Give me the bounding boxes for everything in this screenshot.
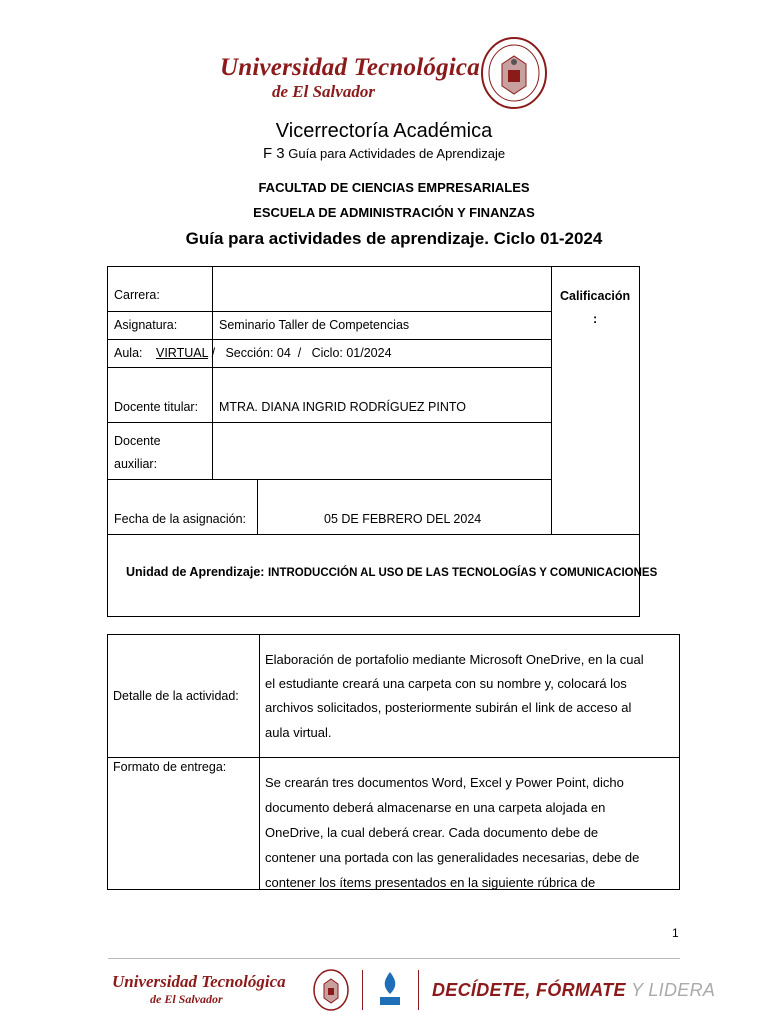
detalle-line-1: Elaboración de portafolio mediante Microsoft OneDrive, en la cual bbox=[265, 652, 644, 667]
docente-value: MTRA. DIANA INGRID RODRÍGUEZ PINTO bbox=[219, 400, 467, 414]
formato-line-4: contener una portada con las generalidades necesarias, debe de bbox=[265, 850, 640, 865]
faculty-heading: FACULTAD DE CIENCIAS EMPRESARIALES bbox=[258, 180, 530, 195]
guide-title: Guía para actividades de aprendizaje. Ciclo 01-2024 bbox=[185, 229, 603, 248]
auxiliar-label-1: Docente bbox=[114, 434, 161, 448]
footer-logo-line-1: Universidad Tecnológica bbox=[112, 972, 286, 991]
fecha-value: 05 DE FEBRERO DEL 2024 bbox=[324, 512, 482, 526]
slogan-light: Y LIDERA bbox=[631, 980, 716, 1000]
university-seal-icon bbox=[480, 36, 548, 110]
asignatura-value: Seminario Taller de Competencias bbox=[219, 318, 410, 332]
footer-separator bbox=[362, 970, 363, 1010]
detalle-line-4: aula virtual. bbox=[265, 725, 332, 740]
footer-seal-icon bbox=[312, 968, 350, 1012]
aula-value: VIRTUAL bbox=[155, 346, 209, 360]
footer-logo-line-2: de El Salvador bbox=[150, 992, 223, 1006]
subtitle-code: F 3 bbox=[262, 145, 285, 162]
logo-line-2: de El Salvador bbox=[272, 82, 375, 101]
slogan-bold: DECÍDETE, FÓRMATE bbox=[432, 980, 626, 1000]
subtitle-text: Guía para Actividades de Aprendizaje bbox=[288, 146, 506, 161]
formato-line-3: OneDrive, la cual deberá crear. Cada documento debe de bbox=[265, 825, 599, 840]
cia-logo-icon bbox=[376, 970, 404, 1010]
unidad-row bbox=[126, 565, 657, 579]
unidad-label: Unidad de Aprendizaje: bbox=[126, 565, 265, 579]
school-heading: ESCUELA DE ADMINISTRACIÓN Y FINANZAS bbox=[253, 205, 535, 220]
carrera-label: Carrera: bbox=[114, 288, 160, 302]
footer-divider bbox=[108, 958, 680, 959]
fecha-label: Fecha de la asignación: bbox=[114, 512, 247, 526]
calificacion-colon: : bbox=[593, 312, 598, 326]
unidad-value: INTRODUCCIÓN AL USO DE LAS TECNOLOGÍAS Y COMUNICACIONES bbox=[267, 567, 658, 579]
footer-slogan bbox=[432, 980, 715, 1001]
detalle-label: Detalle de la actividad: bbox=[113, 689, 239, 703]
page-number: 1 bbox=[672, 926, 679, 940]
formato-line-2: documento deberá almacenarse en una carpeta alojada en bbox=[265, 800, 606, 815]
logo-line-1: Universidad Tecnológica bbox=[220, 54, 480, 81]
asignatura-label: Asignatura: bbox=[114, 318, 178, 332]
seccion-text: / Sección: 04 / Ciclo: 01/2024 bbox=[211, 346, 392, 360]
detalle-line-2: el estudiante creará una carpeta con su nombre y, colocará los bbox=[265, 676, 627, 691]
docente-label: Docente titular: bbox=[114, 400, 199, 414]
aula-label: Aula: bbox=[114, 346, 143, 360]
page-title: Vicerrectoría Académica bbox=[275, 120, 493, 142]
formato-line-1: Se crearán tres documentos Word, Excel y Power Point, dicho bbox=[265, 775, 624, 790]
calificacion-label: Calificación bbox=[560, 289, 631, 303]
auxiliar-label-2: auxiliar: bbox=[114, 457, 158, 471]
detalle-line-3: archivos solicitados, posteriormente subirán el link de acceso al bbox=[265, 700, 632, 715]
formato-label: Formato de entrega: bbox=[113, 760, 227, 774]
formato-line-5: contener los ítems presentados en la siguiente rúbrica de bbox=[265, 875, 596, 890]
page-subtitle bbox=[0, 145, 768, 162]
footer-separator-2 bbox=[418, 970, 419, 1010]
aula-row bbox=[114, 346, 392, 360]
